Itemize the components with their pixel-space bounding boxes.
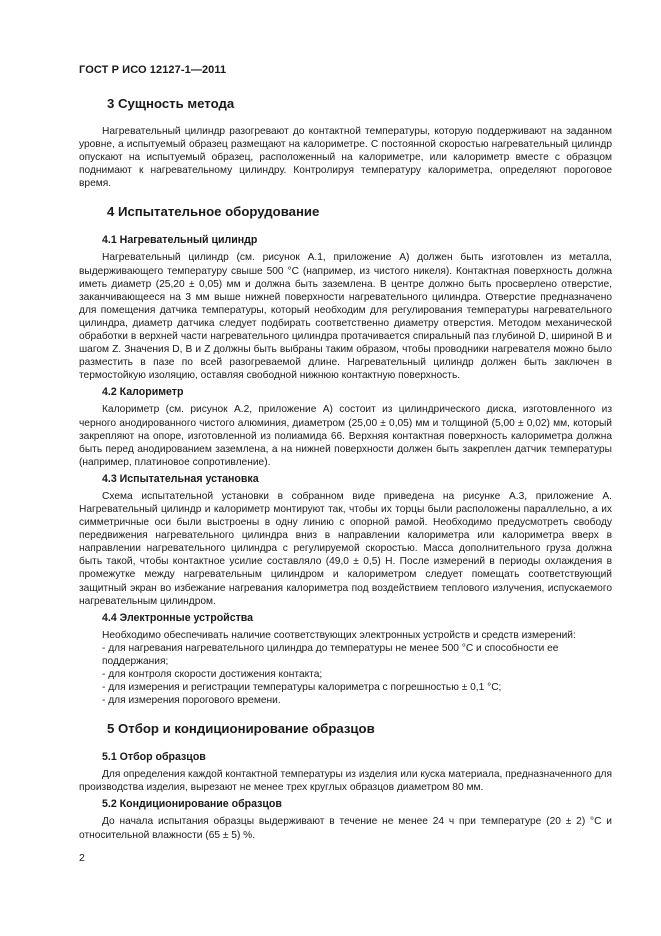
list-item: - для контроля скорости достижения контакта; xyxy=(102,669,323,680)
section-4-title: 4 Испытательное оборудование xyxy=(107,204,320,220)
section-3 xyxy=(79,96,612,190)
list-item: - для измерения и регистрации температуры калориметра с погрешностью ± 0,1 °С; xyxy=(102,682,502,694)
subsection-4-4-paragraph: Необходимо обеспечивать наличие соответствующих электронных устройств и средств измерений: xyxy=(102,629,576,641)
subsection-5-2-title: 5.2 Кондиционирование образцов xyxy=(102,798,282,811)
list-item: - для измерения порогового времени. xyxy=(102,695,281,707)
subsection-4-4-title: 4.4 Электронные устройства xyxy=(102,611,254,624)
section-4 xyxy=(79,204,612,707)
subsection-4-2-title: 4.2 Калориметр xyxy=(102,386,184,399)
section-5 xyxy=(79,721,612,841)
list-item: - для нагревания нагревательного цилиндра до температуры не менее 500 °С и способности ее поддержания; xyxy=(102,642,559,667)
subsection-5-1-paragraph: Для определения каждой контактной температуры из изделия или куска материала, предназначенного для производства изделия, вырезают не менее трех круглых образцов диаметром 80 мм. xyxy=(79,769,612,794)
subsection-4-2-paragraph: Калориметр (см. рисунок А.2, приложение А) состоит из цилиндрического диска, изготовленного из черного анодированного чистого алюминия, диаметром (25,00 ± 0,05) мм и толщиной (5,00 ± 0,02) мм, который закрепляют на опоре, изготовленной из полиамида 66. Верхняя контактная поверхность калориметра должна быть перед анодированием заземлена, а на нижней поверхности должен быть закреплен датчик температуры (например, платиновое сопротивление). xyxy=(79,404,612,468)
electronic-devices-list xyxy=(79,642,612,707)
section-3-paragraph: Нагревательный цилиндр разогревают до контактной температуры, которую поддерживают на заданном уровне, а испытуемый образец размещают на калориметре. С постоянной скоростью нагревательный цилиндр опускают на испытуемый образец, расположенный на калориметре, или калориметр вместе с образцом поднимают к нагревательному цилиндру. Контролируя температуру калориметра, определяют пороговое время. xyxy=(79,126,612,190)
section-3-title: 3 Сущность метода xyxy=(107,96,235,111)
document-code-header: ГОСТ Р ИСО 12127-1—2011 xyxy=(79,64,227,76)
subsection-5-2-paragraph: До начала испытания образцы выдерживают в течение не менее 24 ч при температуре (20 ± 2) °С и относительной влажности (65 ± 5) %. xyxy=(79,816,612,841)
subsection-5-1-title: 5.1 Отбор образцов xyxy=(102,751,206,764)
page-body xyxy=(79,96,612,842)
section-5-title: 5 Отбор и кондиционирование образцов xyxy=(107,721,375,737)
subsection-4-3-title: 4.3 Испытательная установка xyxy=(102,472,259,485)
subsection-4-1-title: 4.1 Нагревательный цилиндр xyxy=(102,234,258,247)
page-number: 2 xyxy=(79,852,85,864)
subsection-4-3-paragraph: Схема испытательной установки в собранном виде приведена на рисунке А.3, приложение А. Нагревательный цилиндр и калориметр монтируют так, чтобы их торцы были расположены параллельно, а их симметричные оси были выстроены в одну линию с опорной рамой. Необходимо предусмотреть свободу передвижения нагревательного цилиндра вниз в направлении калориметра или калориметра вверх в направлении нагревательного цилиндра с регулируемой скоростью. Масса дополнительного груза должна быть такой, чтобы контактное усилие составляло (49,0 ± 0,5) Н. После измерений в периоды охлаждения в промежутке между нагревательным цилиндром и калориметром следует помещать соответствующий защитный экран во избежание нагревания калориметра под воздействием теплового излучения, испускаемого нагревательным цилиндром. xyxy=(79,490,612,607)
subsection-4-1-paragraph: Нагревательный цилиндр (см. рисунок А.1, приложение А) должен быть изготовлен из металла, выдерживающего температуру свыше 500 °С (например, из чистого никеля). Контактная поверхность должна иметь диаметр (25,20 ± 0,05) мм и должна быть заземлена. В центре должно быть просверлено отверстие, заканчивающееся на 3 мм выше нижней поверхности нагревательного цилиндра. Отверстие предназначено для помещения датчика температуры, который необходим для регулирования температуры нагревательного цилиндра, диаметр датчика следует подбирать соответственно диаметру отверстия. Методом механической обработки в верхней части нагревательного цилиндра протачивается спиральный паз глубиной D, шириной B и шагом Z. Значения D, B и Z должны быть выбраны таким образом, чтобы проводники нагревателя можно было разместить в пазе по всей разогреваемой длине. Нагревательный цилиндр должен быть заключен в термостойкую изоляцию, оставляя свободной нижнюю контактную поверхность. xyxy=(79,252,612,382)
